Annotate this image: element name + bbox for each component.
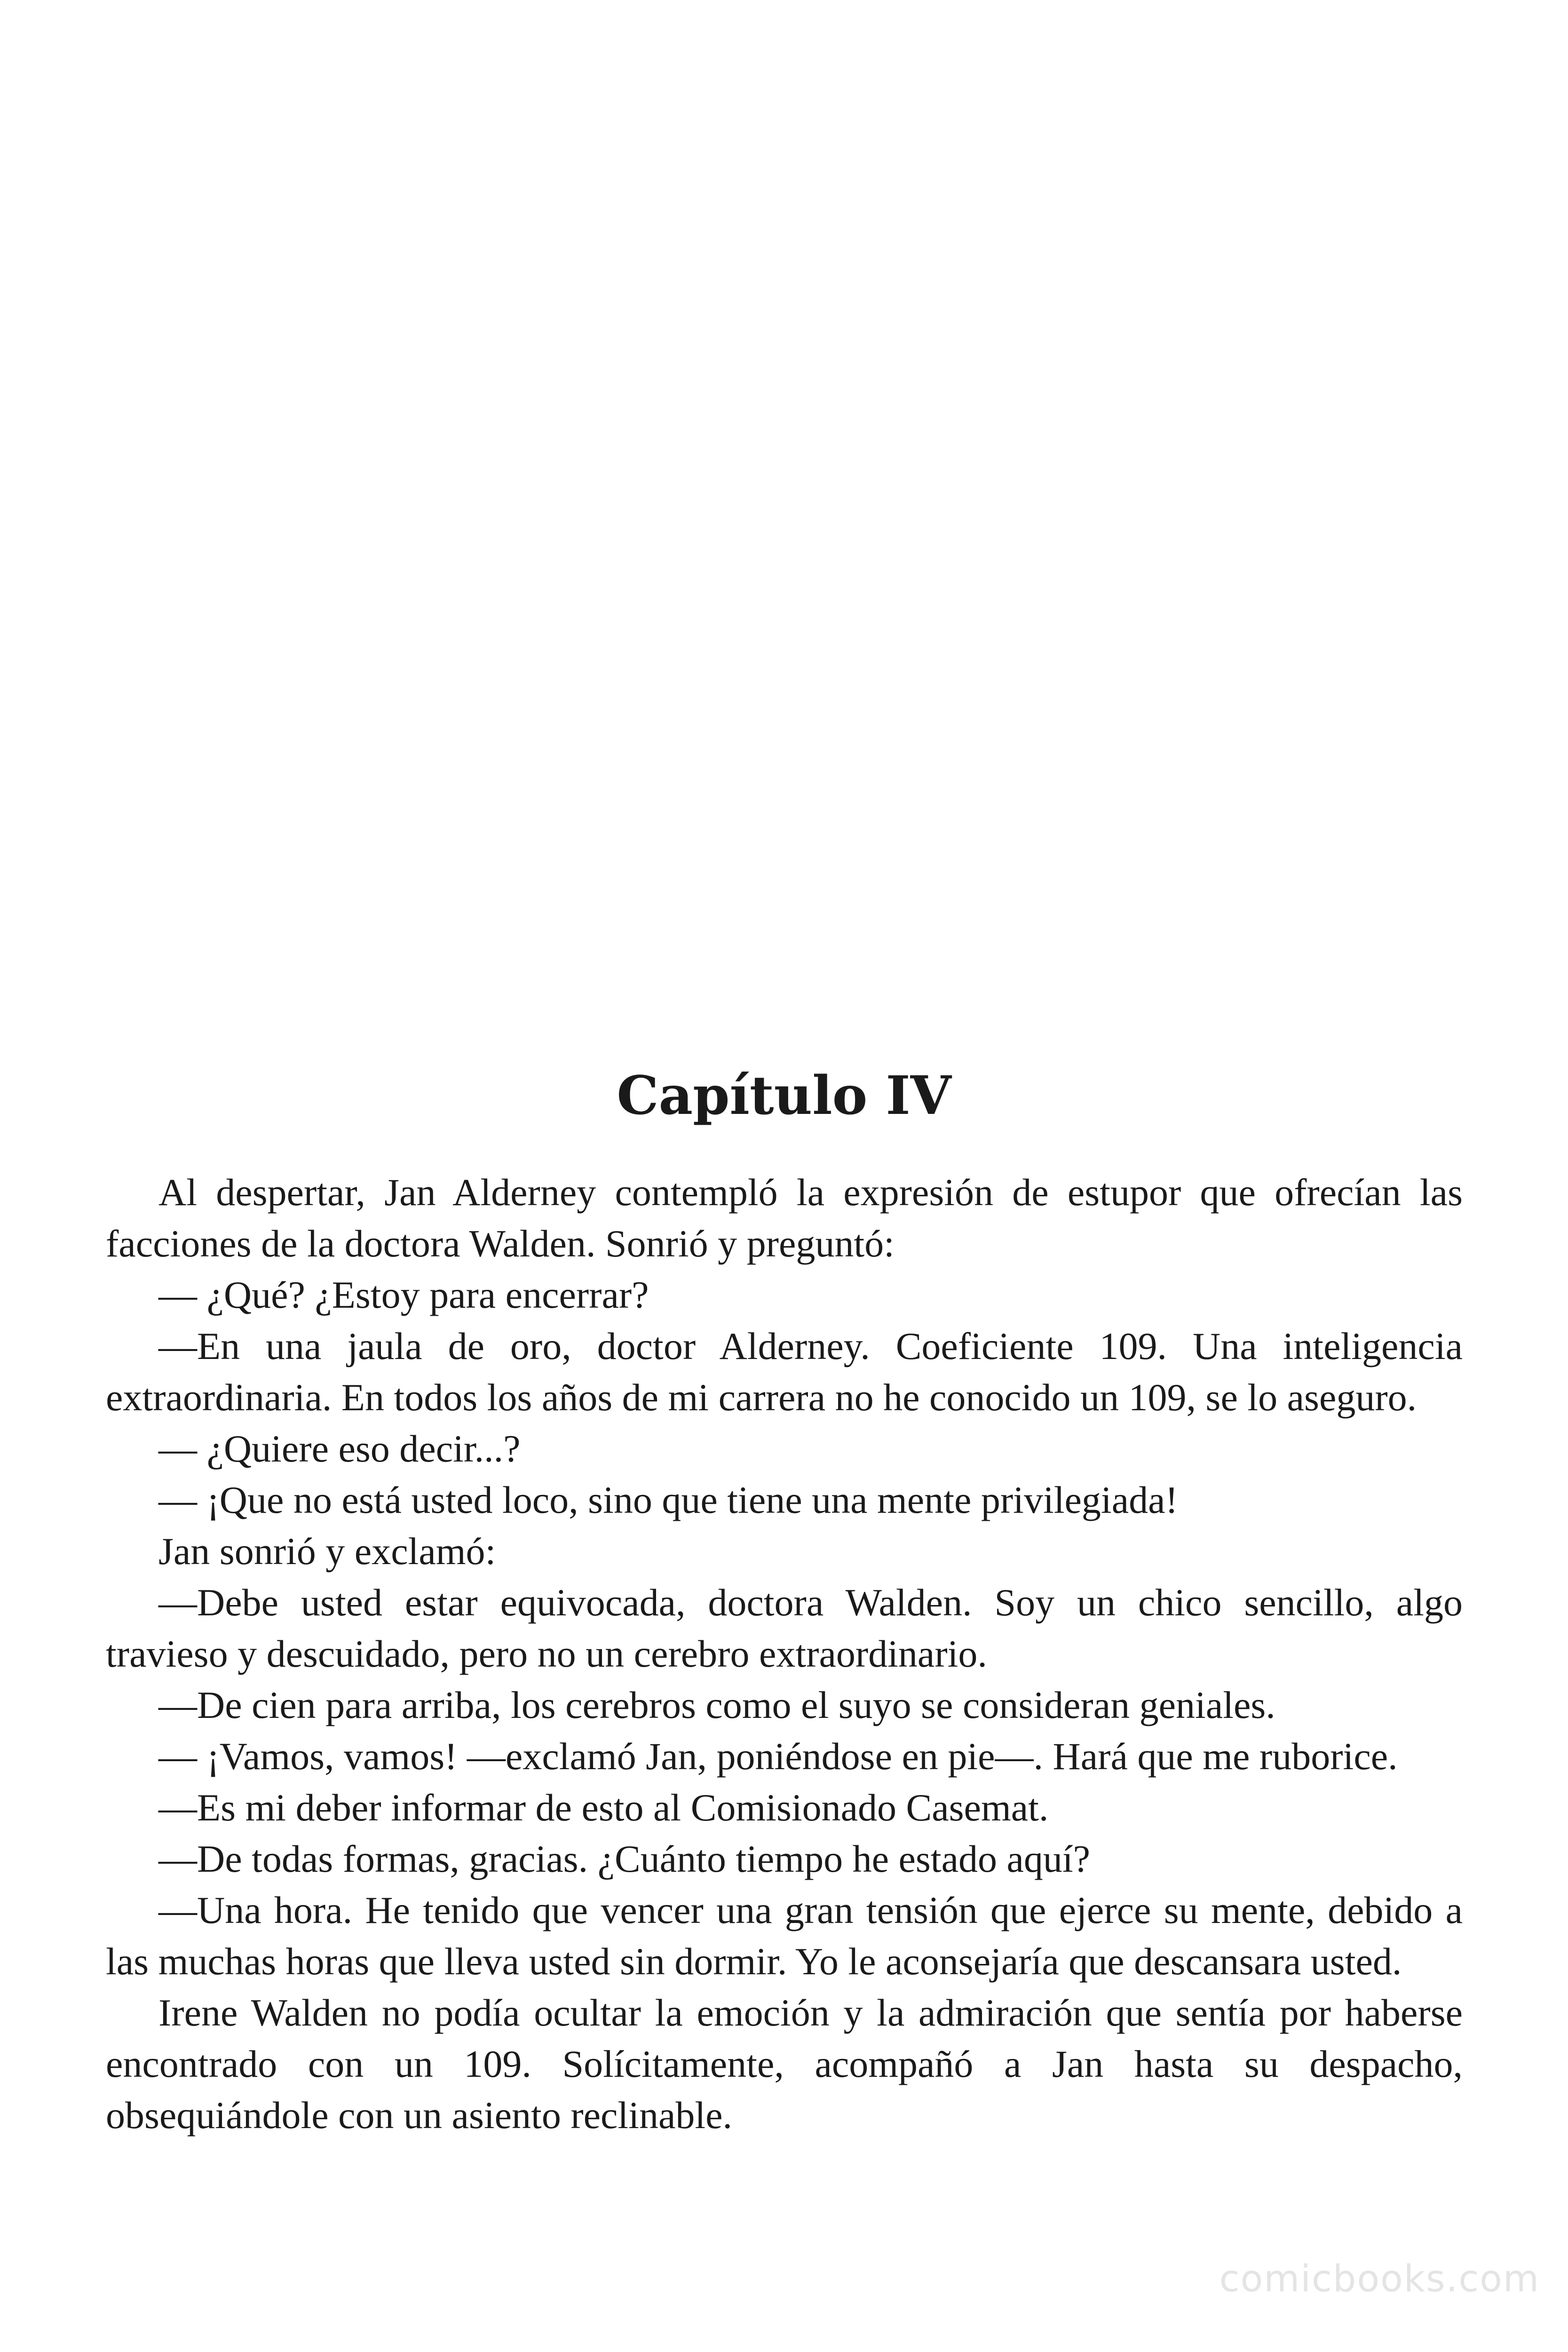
watermark: comicbooks.com [1219,2258,1540,2300]
paragraph: Irene Walden no podía ocultar la emoción y la admiración que sentía por haberse encontrado con un 109. Solícitamente, acompañó a Jan hasta su despacho, obsequiándole con un asiento reclinable. [106,1991,1463,2137]
paragraph: —Es mi deber informar de esto al Comisionado Casemat. [158,1786,1049,1829]
chapter-body [106,1167,1463,2141]
paragraph: —Una hora. He tenido que vencer una gran tensión que ejerce su mente, debido a las muchas horas que lleva usted sin dormir. Yo le aconsejaría que descansara usted. [106,1889,1463,1983]
paragraph: Jan sonrió y exclamó: [158,1530,496,1573]
paragraph: —De cien para arriba, los cerebros como el suyo se consideran geniales. [158,1684,1275,1726]
paragraph: — ¿Qué? ¿Estoy para encerrar? [158,1273,649,1316]
paragraph: —De todas formas, gracias. ¿Cuánto tiempo he estado aquí? [158,1837,1091,1880]
paragraph: — ¡Vamos, vamos! —exclamó Jan, poniéndose en pie—. Hará que me ruborice. [158,1735,1398,1778]
paragraph: —En una jaula de oro, doctor Alderney. Coeficiente 109. Una inteligencia extraordinaria. En todos los años de mi carrera no he conocido un 109, se lo aseguro. [106,1325,1463,1419]
paragraph: — ¡Que no está usted loco, sino que tiene una mente privilegiada! [158,1478,1178,1521]
paragraph: Al despertar, Jan Alderney contempló la expresión de estupor que ofrecían las facciones de la doctora Walden. Sonrió y preguntó: [106,1171,1463,1265]
chapter-title: Capítulo IV [617,1065,951,1127]
paragraph: — ¿Quiere eso decir...? [158,1427,521,1470]
paragraph: —Debe usted estar equivocada, doctora Walden. Soy un chico sencillo, algo travieso y descuidado, pero no un cerebro extraordinario. [106,1581,1463,1675]
